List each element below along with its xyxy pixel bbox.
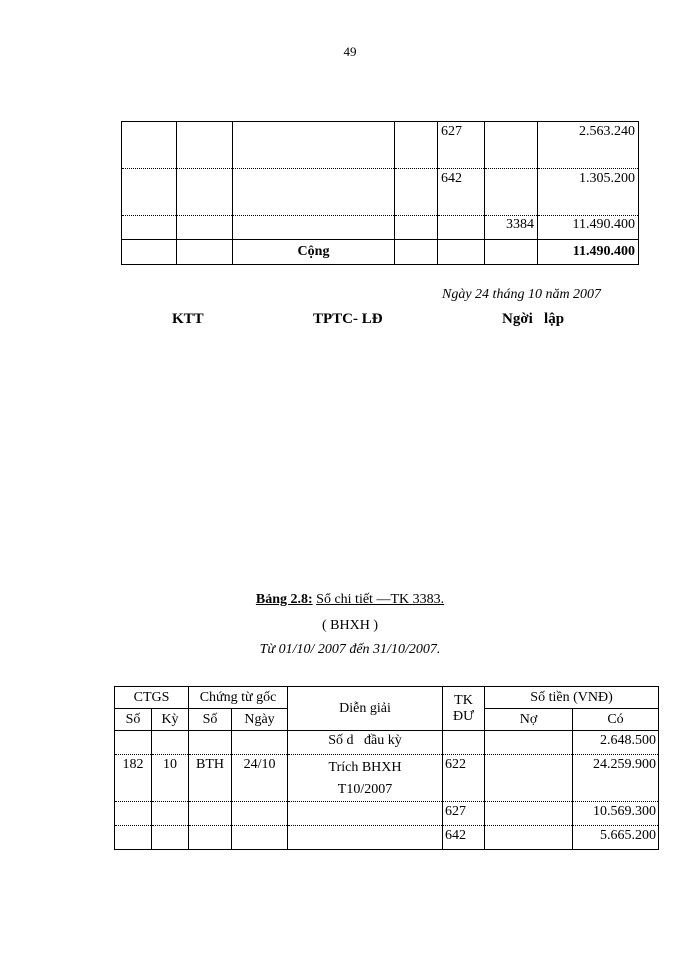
cell-ky [152,802,189,826]
cell-dien-giai [288,826,443,850]
amount-cell: 1.305.200 [538,169,639,216]
header-chung-tu-goc: Chứng từ gốc [189,687,288,709]
cell-ngay [232,802,288,826]
dien-giai-line-2: T10/2007 [337,782,393,797]
ledger-table [114,686,659,850]
header-tk-du [443,687,485,731]
header-tk: TK [454,692,473,708]
tk-cell [438,216,485,240]
tk-cell: 642 [438,169,485,216]
cell-tk: 642 [443,826,485,850]
total-amount: 11.490.400 [538,240,639,265]
tk-co-cell [485,122,538,169]
cell-ngay: 24/10 [232,755,288,802]
amount-cell: 2.563.240 [538,122,639,169]
top-table [121,121,639,265]
signature-tptc: TPTC- LĐ [313,311,383,327]
tk-co-cell [485,169,538,216]
cell-no [485,755,573,802]
header-co: Có [573,709,659,731]
header-so: Số [115,709,152,731]
header-du: ĐƯ [453,708,474,724]
tk-cell: 627 [438,122,485,169]
table-row [115,826,659,850]
cell-ky [152,731,189,755]
cell-co: 5.665.200 [573,826,659,850]
cell-dien-giai [288,802,443,826]
cell-so: 182 [115,755,152,802]
cell-dien-giai: Số d đầu kỳ [288,731,443,755]
total-row [122,240,639,265]
cell-co: 10.569.300 [573,802,659,826]
signature-ktt: KTT [172,311,204,327]
header-dien-giai: Diễn giải [288,687,443,731]
page-number: 49 [343,44,357,59]
header-ngay: Ngày [232,709,288,731]
table-row [115,731,659,755]
dien-giai-line-1: Trích BHXH [328,760,402,775]
header-ky: Kỳ [152,709,189,731]
cell-ngay [232,731,288,755]
table-title-name: Sổ chi tiết —TK 3383. [316,592,445,607]
cell-dien-giai [288,755,443,802]
cell-no [485,826,573,850]
table-row [122,216,639,240]
cell-ct-so [189,802,232,826]
total-label: Cộng [233,240,395,265]
cell-co: 24.259.900 [573,755,659,802]
table-period: Từ 01/10/ 2007 đến 31/10/2007. [259,642,441,657]
cell-so [115,826,152,850]
header-row [115,687,659,709]
table-row [122,169,639,216]
amount-cell: 11.490.400 [538,216,639,240]
cell-tk [443,731,485,755]
cell-ct-so [189,826,232,850]
cell-tk: 627 [443,802,485,826]
table-row [115,755,659,802]
cell-no [485,731,573,755]
date-line: Ngày 24 tháng 10 năm 2007 [442,287,602,302]
cell-ct-so: BTH [189,755,232,802]
cell-ky: 10 [152,755,189,802]
table-title [0,592,700,608]
header-so-chung-tu: Số [189,709,232,731]
cell-so [115,731,152,755]
header-so-tien: Số tiền (VNĐ) [485,687,659,709]
signature-nguoi-lap: Ngời lập [502,311,565,327]
header-ctgs: CTGS [115,687,189,709]
cell-ct-so [189,731,232,755]
table-title-prefix: Bảng 2.8: [255,592,313,607]
tk-co-cell: 3384 [485,216,538,240]
table-row [122,122,639,169]
cell-tk: 622 [443,755,485,802]
table-row [115,802,659,826]
header-no: Nợ [485,709,573,731]
cell-no [485,802,573,826]
cell-ngay [232,826,288,850]
cell-co: 2.648.500 [573,731,659,755]
table-subtitle: ( BHXH ) [322,618,378,633]
cell-ky [152,826,189,850]
cell-so [115,802,152,826]
